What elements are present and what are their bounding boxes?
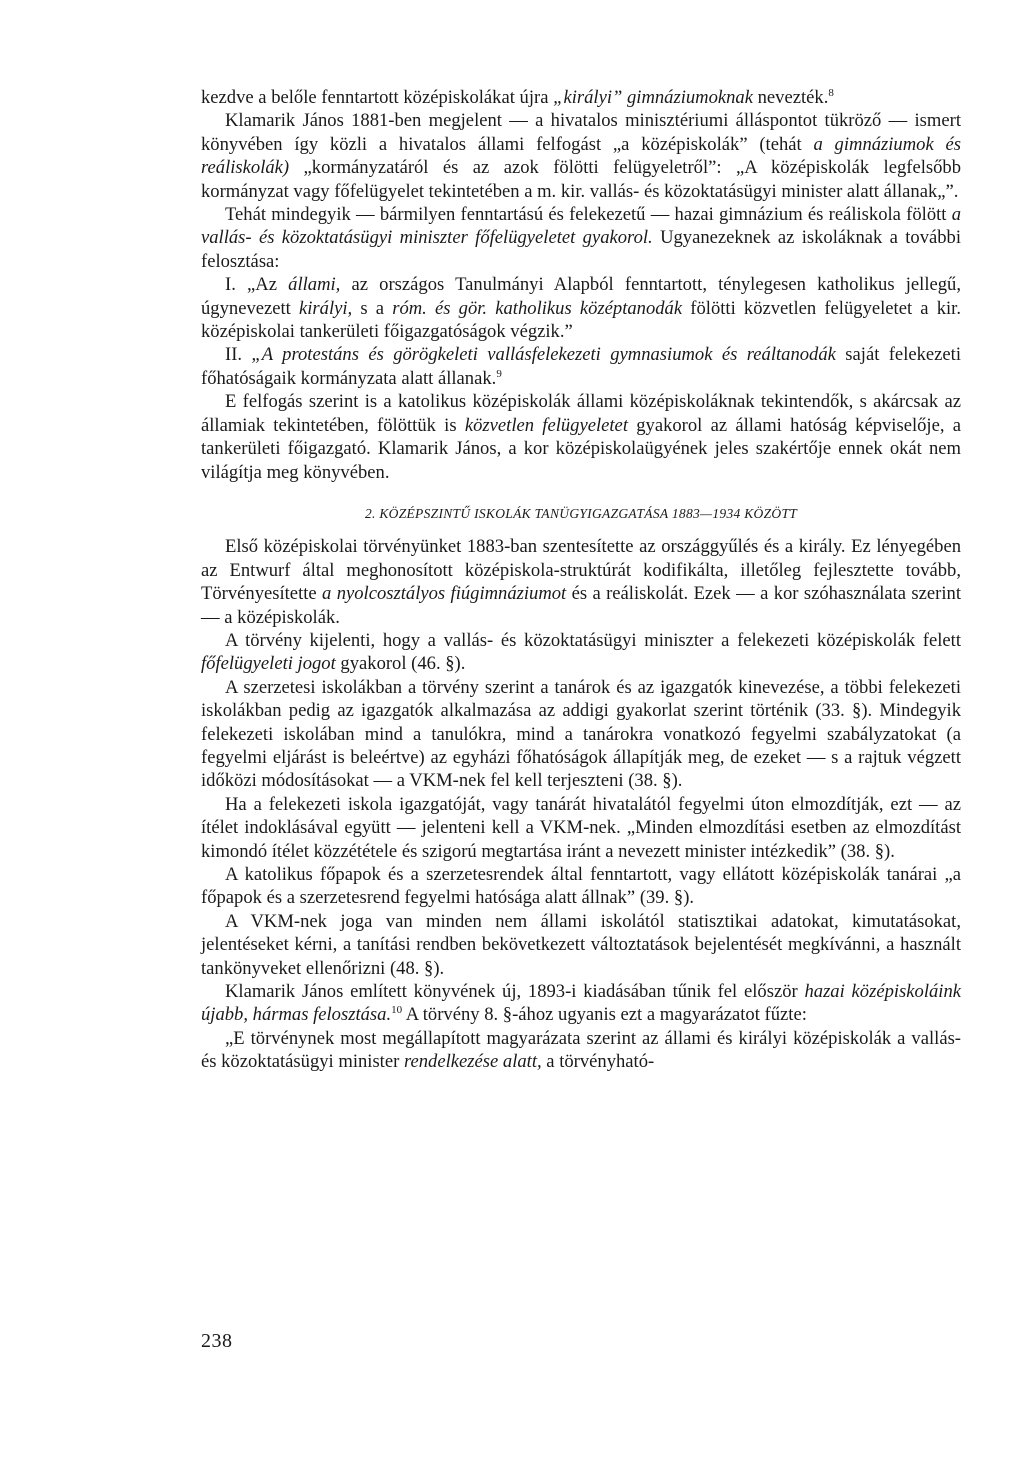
text-run: „E törvénynek most megállapított magyarázata szerint az állami és királyi középiskolák a vallás- és közoktatásügyi minister [201,1027,961,1073]
paragraph [201,343,961,390]
text-run: gyakorol az állami hatóság képviselője, a tankerületi főigazgató. Klamarik János, a kor középiskolaügyének jeles szakértője ennek okát nem világítja meg könyvében. [201,414,961,483]
text-run: A VKM-nek joga van minden nem állami iskolától statisztikai adatokat, kimutatásokat, jelentéseket kérni, a tanítási rendben bekövetkezett változtatások bejelentését megkívánni, a használt tankönyveket ellenőrizni (48. §). [201,910,961,979]
text-run: Klamarik János 1881-ben megjelent — a hivatalos minisztériumi álláspontot tükröző — ismert könyvében így közli a hivatalos állami felfogást „a középiskolák” (tehát [201,110,961,155]
text-run: Ha a felekezeti iskola igazgatóját, vagy tanárát hivatalától fegyelmi úton elmozdítják, ezt — az ítélet indoklásával együtt — jelenteni kell a VKM-nek. „Minden elmozdítási esetben az elmozdítást kimondó ítélet közzététele és szigorú megtartása iránt a nevezett minister intézkedik” (38. §). [201,793,961,862]
paragraph [201,863,961,910]
text-run: saját felekezeti főhatóságaik kormányzata alatt állanak. [201,344,961,389]
italic-text: királyi, [299,297,353,319]
text-run: A szerzetesi iskolákban a törvény szerint a tanárok és az igazgatók kinevezése, a többi felekezeti iskolákban pedig az igazgatók alkalmazása az addigi gyakorlat szerint történik (33. §). Mindegyik felekezeti iskolában mind a tanulókra, mind a tanárokra vonatkozó fegyelmi szabályzatokat (a fegyelmi eljárást is beleértve) az egyházi főhatóságok állapítják meg, de ezeket — s a rajtuk végzett időközi módosításokat — a VKM-nek fel kell terjeszteni (38. §). [201,676,961,792]
paragraphs-before-heading [201,86,961,484]
italic-text: állami, [288,274,341,296]
paragraph [201,86,961,109]
paragraph [201,535,961,629]
italic-text: „A protestáns és görögkeleti vallásfelekezeti gymnasiumok és reáltanodák [251,344,836,366]
text-run: kezdve a belőle fenntartott középiskolákat újra [201,87,554,108]
text-run: s a [352,297,393,319]
italic-text: a nyolcosztályos fiúgimnáziumot [322,583,567,605]
body-text [201,86,961,1074]
text-run: Ugyanezeknek az iskoláknak a további felosztása: [201,227,961,272]
italic-text: róm. és gör. katholikus középtanodák [392,297,683,319]
text-run: gyakorol (46. §). [335,653,466,675]
italic-text: „királyi” gimnáziumoknak [553,87,753,108]
paragraph [201,676,961,793]
footnote-marker: 8 [828,87,834,99]
paragraphs-after-heading [201,535,961,1073]
paragraph [201,109,961,203]
paragraph [201,793,961,863]
paragraph [201,390,961,484]
text-run: és a reáliskolát. Ezek — a kor szóhasználata szerint — a középiskolák. [201,583,961,628]
text-run: Klamarik János említett könyvének új, 1893-i kiadásában tűnik fel először [225,981,805,1003]
text-run: nevezték. [752,87,829,108]
footnote-marker: 10 [391,1004,403,1017]
italic-text: főfelügyeleti jogot [201,653,336,675]
text-run: II. [225,344,252,366]
paragraph [201,1027,961,1074]
italic-text: hazai középiskoláink újabb, hármas felosztása. [201,981,962,1026]
text-run: fölötti közvetlen felügyeletet a kir. középiskolai tankerületi főigazgatóságok végzik.” [201,297,961,343]
section-heading: 2. KÖZÉPSZINTŰ ISKOLÁK TANÜGYIGAZGATÁSA 1883—1934 KÖZÖTT [364,505,798,521]
text-run: Tehát mindegyik — bármilyen fenntartású és felekezetű — hazai gimnázium és reáliskola fölött [225,204,952,226]
text-run: E felfogás szerint is a katolikus középiskolák állami középiskoláknak tekintendők, s akárcsak az államiak tekintetében, fölöttük is [201,391,961,436]
text-run: „kormányzatáról és az azok fölötti felügyeletről”: „A középiskolák legfelsőbb kormányzat vagy főfelügyelet tekintetében a m. kir. vallás- és közoktatásügyi minister alatt állanak„”. [201,157,961,202]
italic-text: rendelkezése alatt, [403,1051,542,1073]
italic-text: a gimnáziumok és reáliskolák) [201,133,961,179]
footnote-marker: 9 [496,367,502,380]
text-run: A törvény kijelenti, hogy a vallás- és közoktatásügyi miniszter a felekezeti középiskolák felett [225,629,961,651]
italic-text: a vallás- és közoktatásügyi miniszter főfelügyeletet gyakorol. [201,204,961,249]
text-run: a törvényható- [541,1051,655,1073]
text-run: az országos Tanulmányi Alapból fenntartott, ténylegesen katholikus jellegű, úgynevezett [201,274,961,319]
paragraph [201,980,961,1027]
text-run: I. „Az [225,274,289,296]
italic-text: közvetlen felügyeletet [464,414,628,436]
paragraph [201,910,961,980]
text-run: A törvény 8. §-ához ugyanis ezt a magyarázatot fűzte: [402,1004,807,1026]
paragraph [201,629,961,676]
paragraph [201,273,961,343]
page-number: 238 [201,1330,233,1352]
text-run: Első középiskolai törvényünket 1883-ban szentesítette az országgyűlés és a király. Ez lényegében az Entwurf által meghonosított középiskola-struktúrát kodifikálta, illetőleg fejlesztette tovább, Törvényesítette [201,536,961,605]
paragraph [201,203,961,273]
text-run: A katolikus főpapok és a szerzetesrendek által fenntartott, vagy ellátott középiskolák tanárai „a főpapok és a szerzetesrend fegyelmi hatósága alatt állnak” (39. §). [201,864,961,909]
